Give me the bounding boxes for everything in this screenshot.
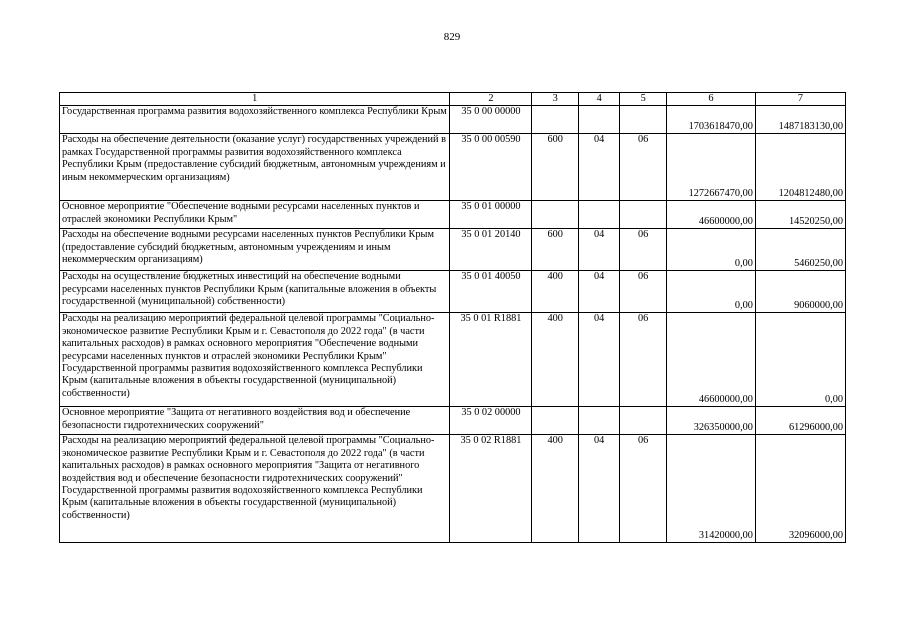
row-code: 35 0 00 00000 — [450, 106, 532, 134]
row-vr: 600 — [532, 134, 579, 201]
row-description: Основное мероприятие "Обеспечение водными ресурсами населенных пунктов и отраслей экономики Республики Крым" — [60, 201, 450, 229]
table-row — [60, 407, 846, 435]
row-code: 35 0 01 00000 — [450, 201, 532, 229]
row-code: 35 0 01 20140 — [450, 229, 532, 271]
row-rz: 04 — [578, 435, 619, 543]
row-sum-2: 9060000,00 — [755, 271, 845, 313]
row-vr: 400 — [532, 271, 579, 313]
row-rz — [578, 201, 619, 229]
row-sum-1: 46600000,00 — [666, 201, 755, 229]
table-header-row — [60, 93, 846, 106]
row-pr — [620, 106, 667, 134]
row-code: 35 0 00 00590 — [450, 134, 532, 201]
header-cell: 6 — [666, 93, 755, 106]
row-sum-2: 14520250,00 — [755, 201, 845, 229]
row-description: Расходы на реализацию мероприятий федеральной целевой программы "Социально-экономическое развитие Республики Крым и г. Севастополя до 2022 года" (в части капитальных расходов) в рамках основного мероприятия "Обеспечение водными ресурсами населенных пунктов и отраслей экономики Республики Крым" Государственной программы развития водохозяйственного комплекса Республики Крым (капитальные вложения в объекты государственной (муниципальной) собственности) — [60, 313, 450, 407]
header-cell: 3 — [532, 93, 579, 106]
table-row — [60, 134, 846, 201]
row-pr: 06 — [620, 229, 667, 271]
row-sum-2: 32096000,00 — [755, 435, 845, 543]
header-cell: 5 — [620, 93, 667, 106]
row-description: Расходы на осуществление бюджетных инвестиций на обеспечение водными ресурсами населенных пунктов Республики Крым (капитальные вложения в объекты государственной (муниципальной) собственности) — [60, 271, 450, 313]
table-row — [60, 106, 846, 134]
header-cell: 4 — [578, 93, 619, 106]
budget-table — [59, 92, 846, 543]
row-sum-1: 31420000,00 — [666, 435, 755, 543]
page-number: 829 — [443, 31, 461, 43]
row-rz: 04 — [578, 313, 619, 407]
row-pr: 06 — [620, 134, 667, 201]
row-sum-2: 61296000,00 — [755, 407, 845, 435]
row-sum-1: 0,00 — [666, 229, 755, 271]
row-sum-1: 46600000,00 — [666, 313, 755, 407]
row-sum-1: 326350000,00 — [666, 407, 755, 435]
header-cell: 1 — [60, 93, 450, 106]
row-sum-2: 1204812480,00 — [755, 134, 845, 201]
row-sum-2: 5460250,00 — [755, 229, 845, 271]
row-rz: 04 — [578, 134, 619, 201]
row-vr: 400 — [532, 435, 579, 543]
row-vr: 600 — [532, 229, 579, 271]
row-sum-2: 0,00 — [755, 313, 845, 407]
row-pr — [620, 201, 667, 229]
row-description: Основное мероприятие "Защита от негативного воздействия вод и обеспечение безопасности гидротехнических сооружений" — [60, 407, 450, 435]
row-rz — [578, 106, 619, 134]
row-pr: 06 — [620, 271, 667, 313]
row-rz: 04 — [578, 229, 619, 271]
row-code: 35 0 02 R1881 — [450, 435, 532, 543]
row-description: Расходы на реализацию мероприятий федеральной целевой программы "Социально-экономическое развитие Республики Крым и г. Севастополя до 2022 года" (в части капитальных расходов) в рамках основного мероприятия "Защита от негативного воздействия вод и обеспечение безопасности гидротехнических сооружений" Государственной программы развития водохозяйственного комплекса Республики Крым (капитальные вложения в объекты государственной (муниципальной) собственности) — [60, 435, 450, 543]
table-row — [60, 229, 846, 271]
table-row — [60, 435, 846, 543]
row-vr — [532, 201, 579, 229]
row-vr — [532, 407, 579, 435]
table-row — [60, 271, 846, 313]
row-pr: 06 — [620, 435, 667, 543]
row-description: Расходы на обеспечение деятельности (оказание услуг) государственных учреждений в рамках Государственной программы развития водохозяйственного комплекса Республики Крым (предоставление субсидий бюджетным, автономным учреждениям и иным некоммерческим организациям) — [60, 134, 450, 201]
row-code: 35 0 02 00000 — [450, 407, 532, 435]
row-rz — [578, 407, 619, 435]
row-vr: 400 — [532, 313, 579, 407]
row-vr — [532, 106, 579, 134]
row-pr: 06 — [620, 313, 667, 407]
row-code: 35 0 01 R1881 — [450, 313, 532, 407]
row-description: Расходы на обеспечение водными ресурсами населенных пунктов Республики Крым (предоставление субсидий бюджетным, автономным учреждениям и иным некоммерческим организациям) — [60, 229, 450, 271]
table-row — [60, 201, 846, 229]
header-cell: 7 — [755, 93, 845, 106]
row-sum-1: 0,00 — [666, 271, 755, 313]
row-code: 35 0 01 40050 — [450, 271, 532, 313]
row-sum-1: 1272667470,00 — [666, 134, 755, 201]
row-sum-1: 1703618470,00 — [666, 106, 755, 134]
row-pr — [620, 407, 667, 435]
header-cell: 2 — [450, 93, 532, 106]
row-description: Государственная программа развития водохозяйственного комплекса Республики Крым — [60, 106, 450, 134]
table-row — [60, 313, 846, 407]
row-sum-2: 1487183130,00 — [755, 106, 845, 134]
row-rz: 04 — [578, 271, 619, 313]
